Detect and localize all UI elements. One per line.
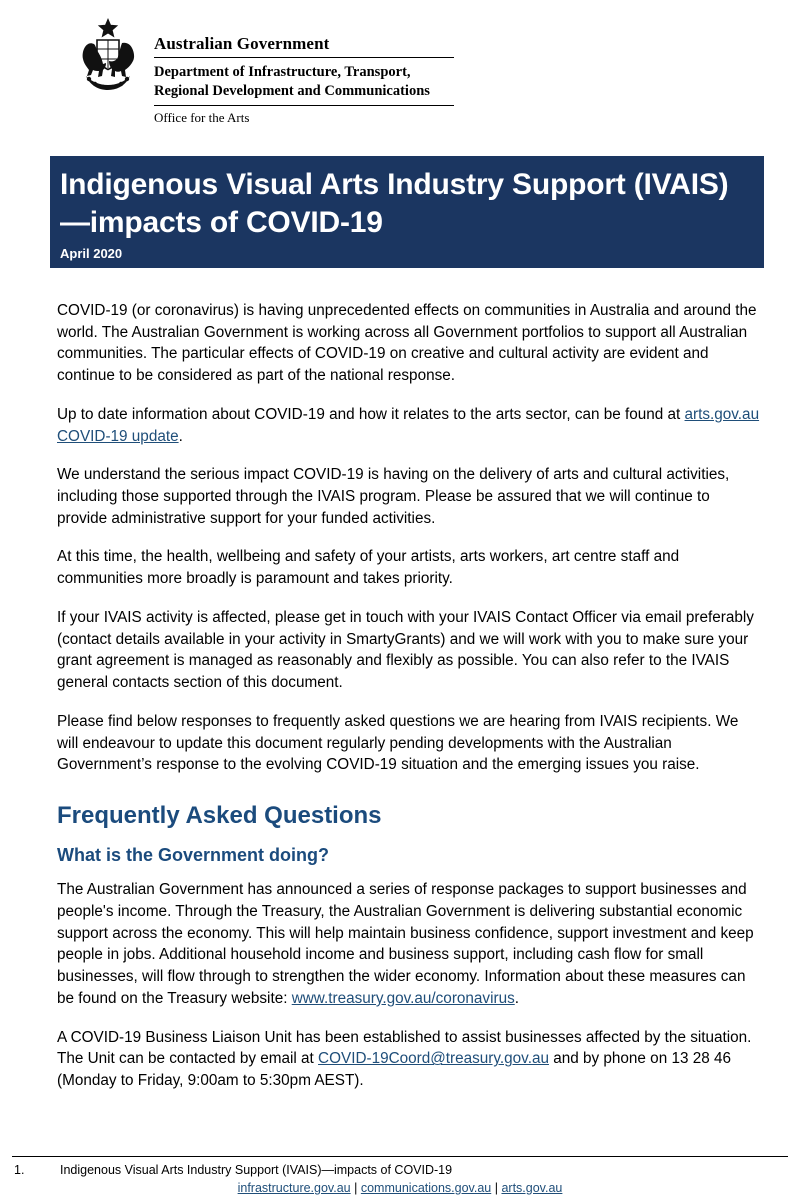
header-rule-bottom [154, 105, 454, 106]
document-header [57, 14, 760, 134]
page-title: Indigenous Visual Arts Industry Support (IVAIS)—impacts of COVID-19 [60, 168, 729, 239]
australian-coat-of-arms-icon [72, 16, 144, 104]
faq-answer-liaison-unit [57, 1027, 763, 1092]
treasury-coronavirus-link[interactable]: www.treasury.gov.au/coronavirus [291, 989, 515, 1007]
footer-row [12, 1162, 788, 1178]
document-body [57, 300, 763, 1109]
impact-paragraph: We understand the serious impact COVID-19 is having on the delivery of arts and cultural activities, including those supported through the IVAIS program. Please be assured that we will continue to provide administrative support for your funded activities. [57, 466, 730, 527]
footer-separator-1: | [354, 1181, 358, 1195]
department-identifier [154, 34, 574, 127]
footer-links [12, 1181, 788, 1195]
covid-coord-email-link[interactable]: COVID-19Coord@treasury.gov.au [318, 1050, 549, 1068]
intro-paragraph: COVID-19 (or coronavirus) is having unprecedented effects on communities in Australia and around the world. The Australian Government is working across all Government portfolios to support all Australian communities. The particular effects of COVID-19 on creative and cultural activity are evident and continue to be considered as part of the national response. [57, 302, 757, 385]
faq-heading: Frequently Asked Questions [57, 801, 382, 829]
footer-separator-2: | [494, 1181, 498, 1195]
document-title-band [50, 156, 764, 268]
health-safety-paragraph: At this time, the health, wellbeing and safety of your artists, arts workers, art centre staff and communities more broadly is paramount and takes priority. [57, 548, 680, 588]
footer-link-arts[interactable]: arts.gov.au [501, 1181, 563, 1195]
faq-answer-packages-prefix: The Australian Government has announced a series of response packages to support businesses and people's income. Through the Treasury, the Australian Government is delivering substantial economic support across the economy. This will help maintain business confidence, support investment and keep people in jobs. Additional household income and business support, including cash flow for small businesses, will flow through to strengthen the wider economy. Information about these measures can be found on the Treasury website: [57, 881, 754, 1007]
document-date: April 2020 [60, 245, 123, 261]
update-info-paragraph [57, 404, 763, 447]
footer-link-infrastructure[interactable]: infrastructure.gov.au [237, 1181, 351, 1195]
faq-answer-packages-suffix: . [514, 989, 519, 1007]
page-number: 1. [14, 1162, 25, 1177]
footer-document-title: Indigenous Visual Arts Industry Support (IVAIS)—impacts of COVID-19 [60, 1162, 453, 1177]
department-name-line1: Department of Infrastructure, Transport, [154, 63, 411, 80]
footer-divider [12, 1156, 788, 1157]
update-info-prefix: Up to date information about COVID-19 and how it relates to the arts sector, can be found at [57, 405, 685, 423]
department-name-line2: Regional Development and Communications [154, 83, 430, 100]
faq-question-government-doing: What is the Government doing? [57, 844, 330, 865]
government-label: Australian Government [154, 34, 330, 53]
faq-answer-packages [57, 879, 763, 1009]
footer-link-communications[interactable]: communications.gov.au [360, 1181, 492, 1195]
faq-answer-liaison-suffix: and by phone on 13 28 46 (Monday to Friday, 9:00am to 5:30pm AEST). [57, 1050, 731, 1090]
contact-officer-paragraph: If your IVAIS activity is affected, please get in touch with your IVAIS Contact Officer via email preferably (contact details available in your activity in SmartyGrants) and we will work with you to make sure your grant agreement is managed as reasonably and flexibly as possible. You can also refer to the IVAIS general contacts section of this document. [57, 608, 754, 692]
faq-intro-paragraph: Please find below responses to frequently asked questions we are hearing from IVAIS recipients. We will endeavour to update this document regularly pending developments with the Australian Government’s response to the evolving COVID-19 situation and the emerging issues you raise. [57, 712, 739, 774]
arts-covid-update-link[interactable]: arts.gov.au COVID-19 update [57, 405, 760, 445]
header-rule-top [154, 57, 454, 58]
update-info-suffix: . [178, 427, 183, 445]
document-footer [12, 1156, 788, 1195]
office-name: Office for the Arts [154, 109, 250, 125]
faq-answer-liaison-prefix: A COVID-19 Business Liaison Unit has been established to assist businesses affected by the situation. The Unit can be contacted by email at [57, 1028, 752, 1068]
